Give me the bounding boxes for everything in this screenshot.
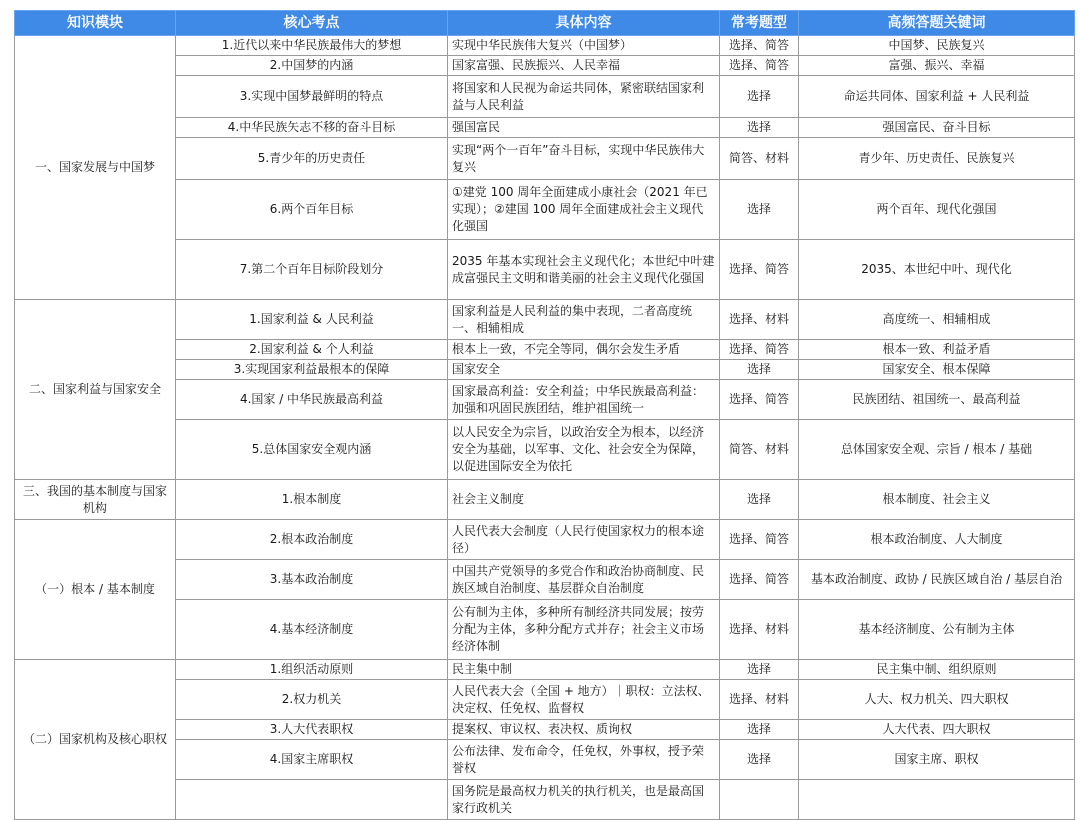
keywords-cell: 基本政治制度、政协 / 民族区域自治 / 基层自治	[799, 560, 1075, 600]
keywords-cell: 人大、权力机关、四大职权	[799, 680, 1075, 720]
question-type-cell: 简答、材料	[720, 138, 799, 180]
question-type-cell: 选择、简答	[720, 240, 799, 300]
keywords-cell: 民主集中制、组织原则	[799, 660, 1075, 680]
module-cell: 三、我国的基本制度与国家机构	[15, 480, 176, 520]
core-point-cell: 4.国家主席职权	[176, 740, 448, 780]
content-cell: 国家安全	[448, 360, 720, 380]
question-type-cell	[720, 780, 799, 820]
keywords-cell: 富强、振兴、幸福	[799, 56, 1075, 76]
header-core-point: 核心考点	[176, 11, 448, 36]
question-type-cell: 选择	[720, 480, 799, 520]
question-type-cell: 选择、简答	[720, 560, 799, 600]
core-point-cell: 5.总体国家安全观内涵	[176, 420, 448, 480]
core-point-cell: 6.两个百年目标	[176, 180, 448, 240]
question-type-cell: 选择、简答	[720, 56, 799, 76]
content-cell: 中国共产党领导的多党合作和政治协商制度、民族区域自治制度、基层群众自治制度	[448, 560, 720, 600]
core-point-cell: 3.人大代表职权	[176, 720, 448, 740]
core-point-cell: 2.根本政治制度	[176, 520, 448, 560]
keywords-cell: 人大代表、四大职权	[799, 720, 1075, 740]
content-cell: 根本上一致，不完全等同，偶尔会发生矛盾	[448, 340, 720, 360]
table-row	[15, 480, 1075, 520]
core-point-cell: 7.第二个百年目标阶段划分	[176, 240, 448, 300]
content-cell: ①建党 100 周年全面建成小康社会（2021 年已实现）；②建国 100 周年全面建成社会主义现代化强国	[448, 180, 720, 240]
question-type-cell: 选择	[720, 360, 799, 380]
header-content: 具体内容	[448, 11, 720, 36]
question-type-cell: 选择、简答	[720, 380, 799, 420]
keywords-cell: 高度统一、相辅相成	[799, 300, 1075, 340]
question-type-cell: 选择	[720, 740, 799, 780]
content-cell: 2035 年基本实现社会主义现代化；本世纪中叶建成富强民主文明和谐美丽的社会主义现代化强国	[448, 240, 720, 300]
content-cell: 实现中华民族伟大复兴（中国梦）	[448, 36, 720, 56]
header-keywords: 高频答题关键词	[799, 11, 1075, 36]
module-cell: 一、国家发展与中国梦	[15, 36, 176, 300]
keywords-cell: 根本一致、利益矛盾	[799, 340, 1075, 360]
keywords-cell: 基本经济制度、公有制为主体	[799, 600, 1075, 660]
table-row	[15, 520, 1075, 560]
question-type-cell: 选择、材料	[720, 680, 799, 720]
core-point-cell: 2.国家利益 & 个人利益	[176, 340, 448, 360]
content-cell: 提案权、审议权、表决权、质询权	[448, 720, 720, 740]
content-cell: 国务院是最高权力机关的执行机关，也是最高国家行政机关	[448, 780, 720, 820]
core-point-cell: 3.实现中国梦最鲜明的特点	[176, 76, 448, 118]
content-cell: 将国家和人民视为命运共同体，紧密联结国家利益与人民利益	[448, 76, 720, 118]
keywords-cell: 根本制度、社会主义	[799, 480, 1075, 520]
keywords-cell: 2035、本世纪中叶、现代化	[799, 240, 1075, 300]
core-point-cell: 3.实现国家利益最根本的保障	[176, 360, 448, 380]
question-type-cell: 选择、材料	[720, 600, 799, 660]
content-cell: 公有制为主体，多种所有制经济共同发展；按劳分配为主体，多种分配方式并存；社会主义市场经济体制	[448, 600, 720, 660]
module-cell: （一）根本 / 基本制度	[15, 520, 176, 660]
core-point-cell: 1.近代以来中华民族最伟大的梦想	[176, 36, 448, 56]
question-type-cell: 简答、材料	[720, 420, 799, 480]
core-point-cell: 3.基本政治制度	[176, 560, 448, 600]
keywords-cell: 强国富民、奋斗目标	[799, 118, 1075, 138]
module-cell: （二）国家机构及核心职权	[15, 660, 176, 820]
question-type-cell: 选择、简答	[720, 340, 799, 360]
content-cell: 国家最高利益：安全利益；中华民族最高利益：加强和巩固民族团结，维护祖国统一	[448, 380, 720, 420]
keywords-cell: 国家主席、职权	[799, 740, 1075, 780]
core-point-cell: 4.中华民族矢志不移的奋斗目标	[176, 118, 448, 138]
keywords-cell: 青少年、历史责任、民族复兴	[799, 138, 1075, 180]
question-type-cell: 选择	[720, 180, 799, 240]
header-module: 知识模块	[15, 11, 176, 36]
question-type-cell: 选择、材料	[720, 300, 799, 340]
core-point-cell: 1.国家利益 & 人民利益	[176, 300, 448, 340]
question-type-cell: 选择	[720, 720, 799, 740]
core-point-cell: 4.基本经济制度	[176, 600, 448, 660]
core-point-cell: 4.国家 / 中华民族最高利益	[176, 380, 448, 420]
keywords-cell: 国家安全、根本保障	[799, 360, 1075, 380]
core-point-cell: 2.权力机关	[176, 680, 448, 720]
question-type-cell: 选择	[720, 118, 799, 138]
table-row	[15, 36, 1075, 56]
content-cell: 强国富民	[448, 118, 720, 138]
question-type-cell: 选择	[720, 660, 799, 680]
content-cell: 国家富强、民族振兴、人民幸福	[448, 56, 720, 76]
content-cell: 民主集中制	[448, 660, 720, 680]
content-cell: 公布法律、发布命令，任免权，外事权，授予荣誉权	[448, 740, 720, 780]
keywords-cell: 命运共同体、国家利益 + 人民利益	[799, 76, 1075, 118]
table-header-row	[15, 11, 1075, 36]
content-cell: 人民代表大会（全国 + 地方）｜职权：立法权、决定权、任免权、监督权	[448, 680, 720, 720]
core-point-cell: 1.组织活动原则	[176, 660, 448, 680]
content-cell: 人民代表大会制度（人民行使国家权力的根本途径）	[448, 520, 720, 560]
content-cell: 社会主义制度	[448, 480, 720, 520]
content-cell: 国家利益是人民利益的集中表现，二者高度统一、相辅相成	[448, 300, 720, 340]
module-cell: 二、国家利益与国家安全	[15, 300, 176, 480]
header-question-type: 常考题型	[720, 11, 799, 36]
content-cell: 以人民安全为宗旨，以政治安全为根本，以经济安全为基础，以军事、文化、社会安全为保障，以促进国际安全为依托	[448, 420, 720, 480]
keywords-cell: 两个百年、现代化强国	[799, 180, 1075, 240]
knowledge-table	[14, 10, 1075, 820]
question-type-cell: 选择	[720, 76, 799, 118]
keywords-cell: 民族团结、祖国统一、最高利益	[799, 380, 1075, 420]
table-row	[15, 300, 1075, 340]
core-point-cell: 1.根本制度	[176, 480, 448, 520]
core-point-cell: 5.青少年的历史责任	[176, 138, 448, 180]
keywords-cell	[799, 780, 1075, 820]
question-type-cell: 选择、简答	[720, 520, 799, 560]
knowledge-table-sheet	[14, 10, 1074, 820]
core-point-cell	[176, 780, 448, 820]
keywords-cell: 总体国家安全观、宗旨 / 根本 / 基础	[799, 420, 1075, 480]
question-type-cell: 选择、简答	[720, 36, 799, 56]
table-row	[15, 660, 1075, 680]
core-point-cell: 2.中国梦的内涵	[176, 56, 448, 76]
content-cell: 实现“两个一百年”奋斗目标，实现中华民族伟大复兴	[448, 138, 720, 180]
keywords-cell: 根本政治制度、人大制度	[799, 520, 1075, 560]
keywords-cell: 中国梦、民族复兴	[799, 36, 1075, 56]
